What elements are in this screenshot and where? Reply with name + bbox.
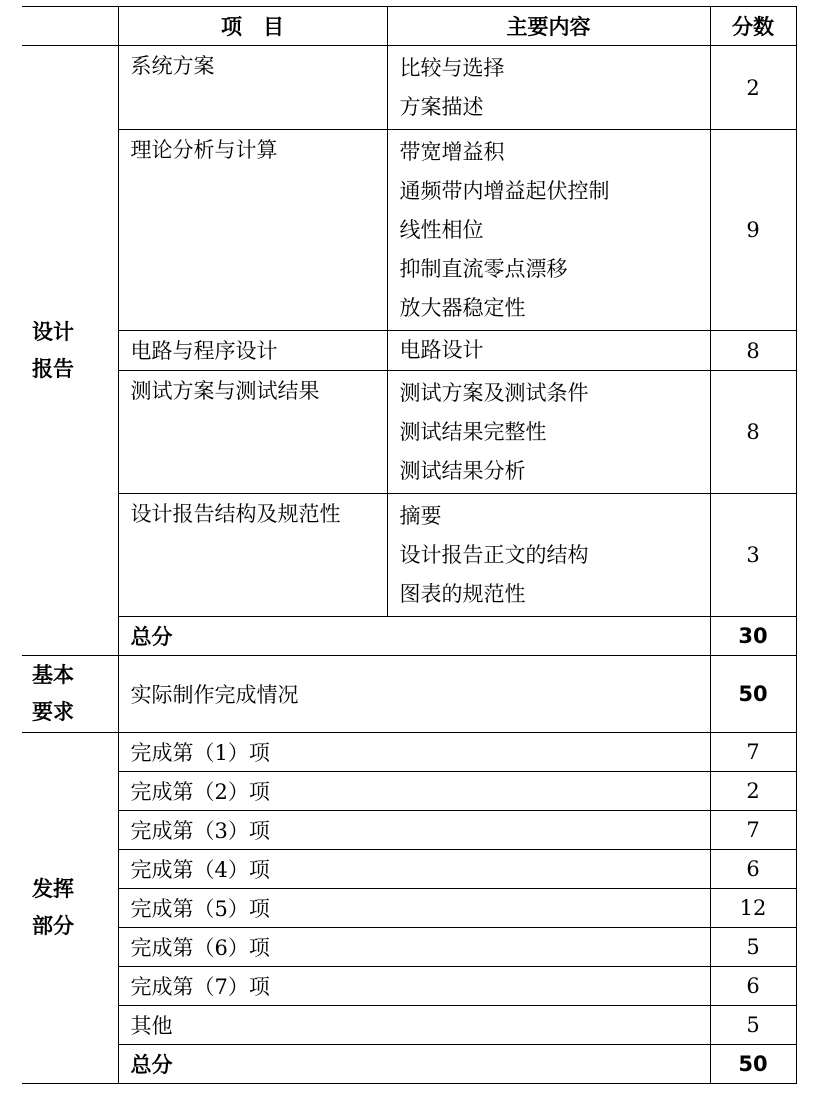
category-advanced: 发挥 部分: [22, 733, 118, 1084]
advanced-score: 5: [710, 928, 796, 967]
advanced-score: 6: [710, 850, 796, 889]
table-row: [22, 811, 796, 850]
content-cell: 测试方案及测试条件 测试结果完整性 测试结果分析: [387, 371, 710, 494]
basic-score: 50: [710, 656, 796, 733]
advanced-score: 6: [710, 967, 796, 1006]
category-design-report: 设计 报告: [22, 46, 118, 656]
score-cell: 3: [710, 494, 796, 617]
table-row: [22, 331, 796, 371]
category-basic: 基本 要求: [22, 656, 118, 733]
table-row: [22, 889, 796, 928]
table-row: [22, 46, 796, 130]
advanced-score: 7: [710, 733, 796, 772]
scoring-table: [22, 6, 797, 1084]
score-cell: 8: [710, 371, 796, 494]
table-row: [22, 1006, 796, 1045]
table-row: [22, 656, 796, 733]
header-item: 项 目: [118, 7, 387, 46]
advanced-score: 2: [710, 772, 796, 811]
content-cell: 比较与选择 方案描述: [387, 46, 710, 130]
total-score: 50: [710, 1045, 796, 1084]
advanced-score: 5: [710, 1006, 796, 1045]
table-row: [22, 733, 796, 772]
basic-item: 实际制作完成情况: [118, 656, 710, 733]
table-row: [22, 494, 796, 617]
advanced-item: 完成第（2）项: [118, 772, 710, 811]
table-row: [22, 967, 796, 1006]
score-cell: 2: [710, 46, 796, 130]
content-cell: 电路设计: [387, 331, 710, 371]
advanced-item: 完成第（7）项: [118, 967, 710, 1006]
table-row: [22, 928, 796, 967]
total-score: 30: [710, 617, 796, 656]
advanced-item: 完成第（5）项: [118, 889, 710, 928]
item-cell: 理论分析与计算: [118, 130, 387, 331]
header-row: [22, 7, 796, 46]
item-cell: 测试方案与测试结果: [118, 371, 387, 494]
content-cell: 带宽增益积 通频带内增益起伏控制 线性相位 抑制直流零点漂移 放大器稳定性: [387, 130, 710, 331]
item-cell: 系统方案: [118, 46, 387, 130]
advanced-item: 完成第（3）项: [118, 811, 710, 850]
total-label: 总分: [118, 1045, 710, 1084]
table-row: [22, 772, 796, 811]
header-empty-cell: [22, 7, 118, 46]
score-cell: 8: [710, 331, 796, 371]
total-label: 总分: [118, 617, 710, 656]
table-row: [22, 371, 796, 494]
advanced-score: 12: [710, 889, 796, 928]
table-row: [22, 130, 796, 331]
advanced-score: 7: [710, 811, 796, 850]
item-cell: 设计报告结构及规范性: [118, 494, 387, 617]
score-cell: 9: [710, 130, 796, 331]
advanced-item: 其他: [118, 1006, 710, 1045]
advanced-item: 完成第（6）项: [118, 928, 710, 967]
header-content: 主要内容: [387, 7, 710, 46]
total-row: [22, 1045, 796, 1084]
header-score: 分数: [710, 7, 796, 46]
table-row: [22, 850, 796, 889]
content-cell: 摘要 设计报告正文的结构 图表的规范性: [387, 494, 710, 617]
advanced-item: 完成第（1）项: [118, 733, 710, 772]
total-row: [22, 617, 796, 656]
advanced-item: 完成第（4）项: [118, 850, 710, 889]
item-cell: 电路与程序设计: [118, 331, 387, 371]
